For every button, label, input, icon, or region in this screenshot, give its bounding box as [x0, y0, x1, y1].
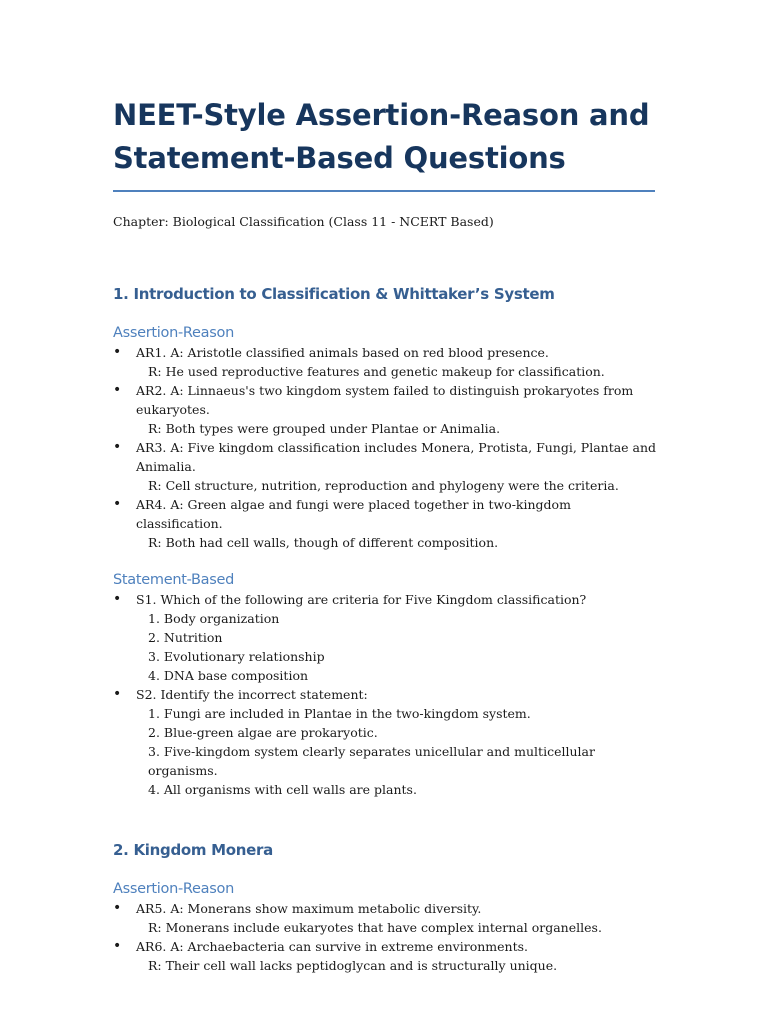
document-page — [113, 94, 658, 975]
list-item: • AR3. A: Five kingdom classification includes Monera, Protista, Fungi, Plantae and Animalia. R: Cell structure, nutrition, reproduction and phylogeny were the criteria. — [113, 439, 657, 493]
bullet-icon: • — [113, 496, 122, 512]
list-item: • AR2. A: Linnaeus's two kingdom system failed to distinguish prokaryotes from eukaryotes. R: Both types were grouped under Plantae or Animalia. — [113, 382, 634, 436]
title-underline — [113, 190, 655, 192]
document-title: NEET-Style Assertion-Reason and Statement-Based Questions — [113, 98, 650, 175]
list-item: • AR4. A: Green algae and fungi were placed together in two-kingdom classification. R: Both had cell walls, though of different composition. — [113, 496, 571, 550]
assertion-reason-list — [113, 899, 658, 975]
bullet-icon: • — [113, 382, 122, 398]
subsection-heading: Assertion-Reason — [113, 325, 234, 341]
subsection-heading: Assertion-Reason — [113, 881, 234, 897]
subsection-heading: Statement-Based — [113, 572, 235, 588]
list-item: • AR1. A: Aristotle classified animals based on red blood presence. R: He used reproductive features and genetic makeup for classification. — [113, 344, 605, 379]
bullet-icon: • — [113, 591, 122, 607]
assertion-reason-list — [113, 343, 658, 552]
bullet-icon: • — [113, 938, 122, 954]
bullet-icon: • — [113, 686, 122, 702]
section-heading: 2. Kingdom Monera — [113, 841, 273, 859]
bullet-icon: • — [113, 344, 122, 360]
list-item: • S1. Which of the following are criteria for Five Kingdom classification? 1. Body organization 2. Nutrition 3. Evolutionary relationship 4. DNA base composition — [113, 591, 587, 683]
list-item: • AR5. A: Monerans show maximum metabolic diversity. R: Monerans include eukaryotes that have complex internal organelles. — [113, 900, 602, 935]
section-heading: 1. Introduction to Classification & Whittaker’s System — [113, 285, 555, 303]
bullet-icon: • — [113, 439, 122, 455]
list-item: • S2. Identify the incorrect statement: 1. Fungi are included in Plantae in the two-kingdom system. 2. Blue-green algae are prokaryotic. 3. Five-kingdom system clearly separates unicellular and multicellular organisms. 4. All organisms with cell walls are plants. — [113, 686, 595, 797]
list-item: • AR6. A: Archaebacteria can survive in extreme environments. R: Their cell wall lacks peptidoglycan and is structurally unique. — [113, 938, 558, 973]
bullet-icon: • — [113, 900, 122, 916]
statement-based-list — [113, 590, 658, 799]
chapter-line: Chapter: Biological Classification (Class 11 - NCERT Based) — [113, 214, 494, 229]
